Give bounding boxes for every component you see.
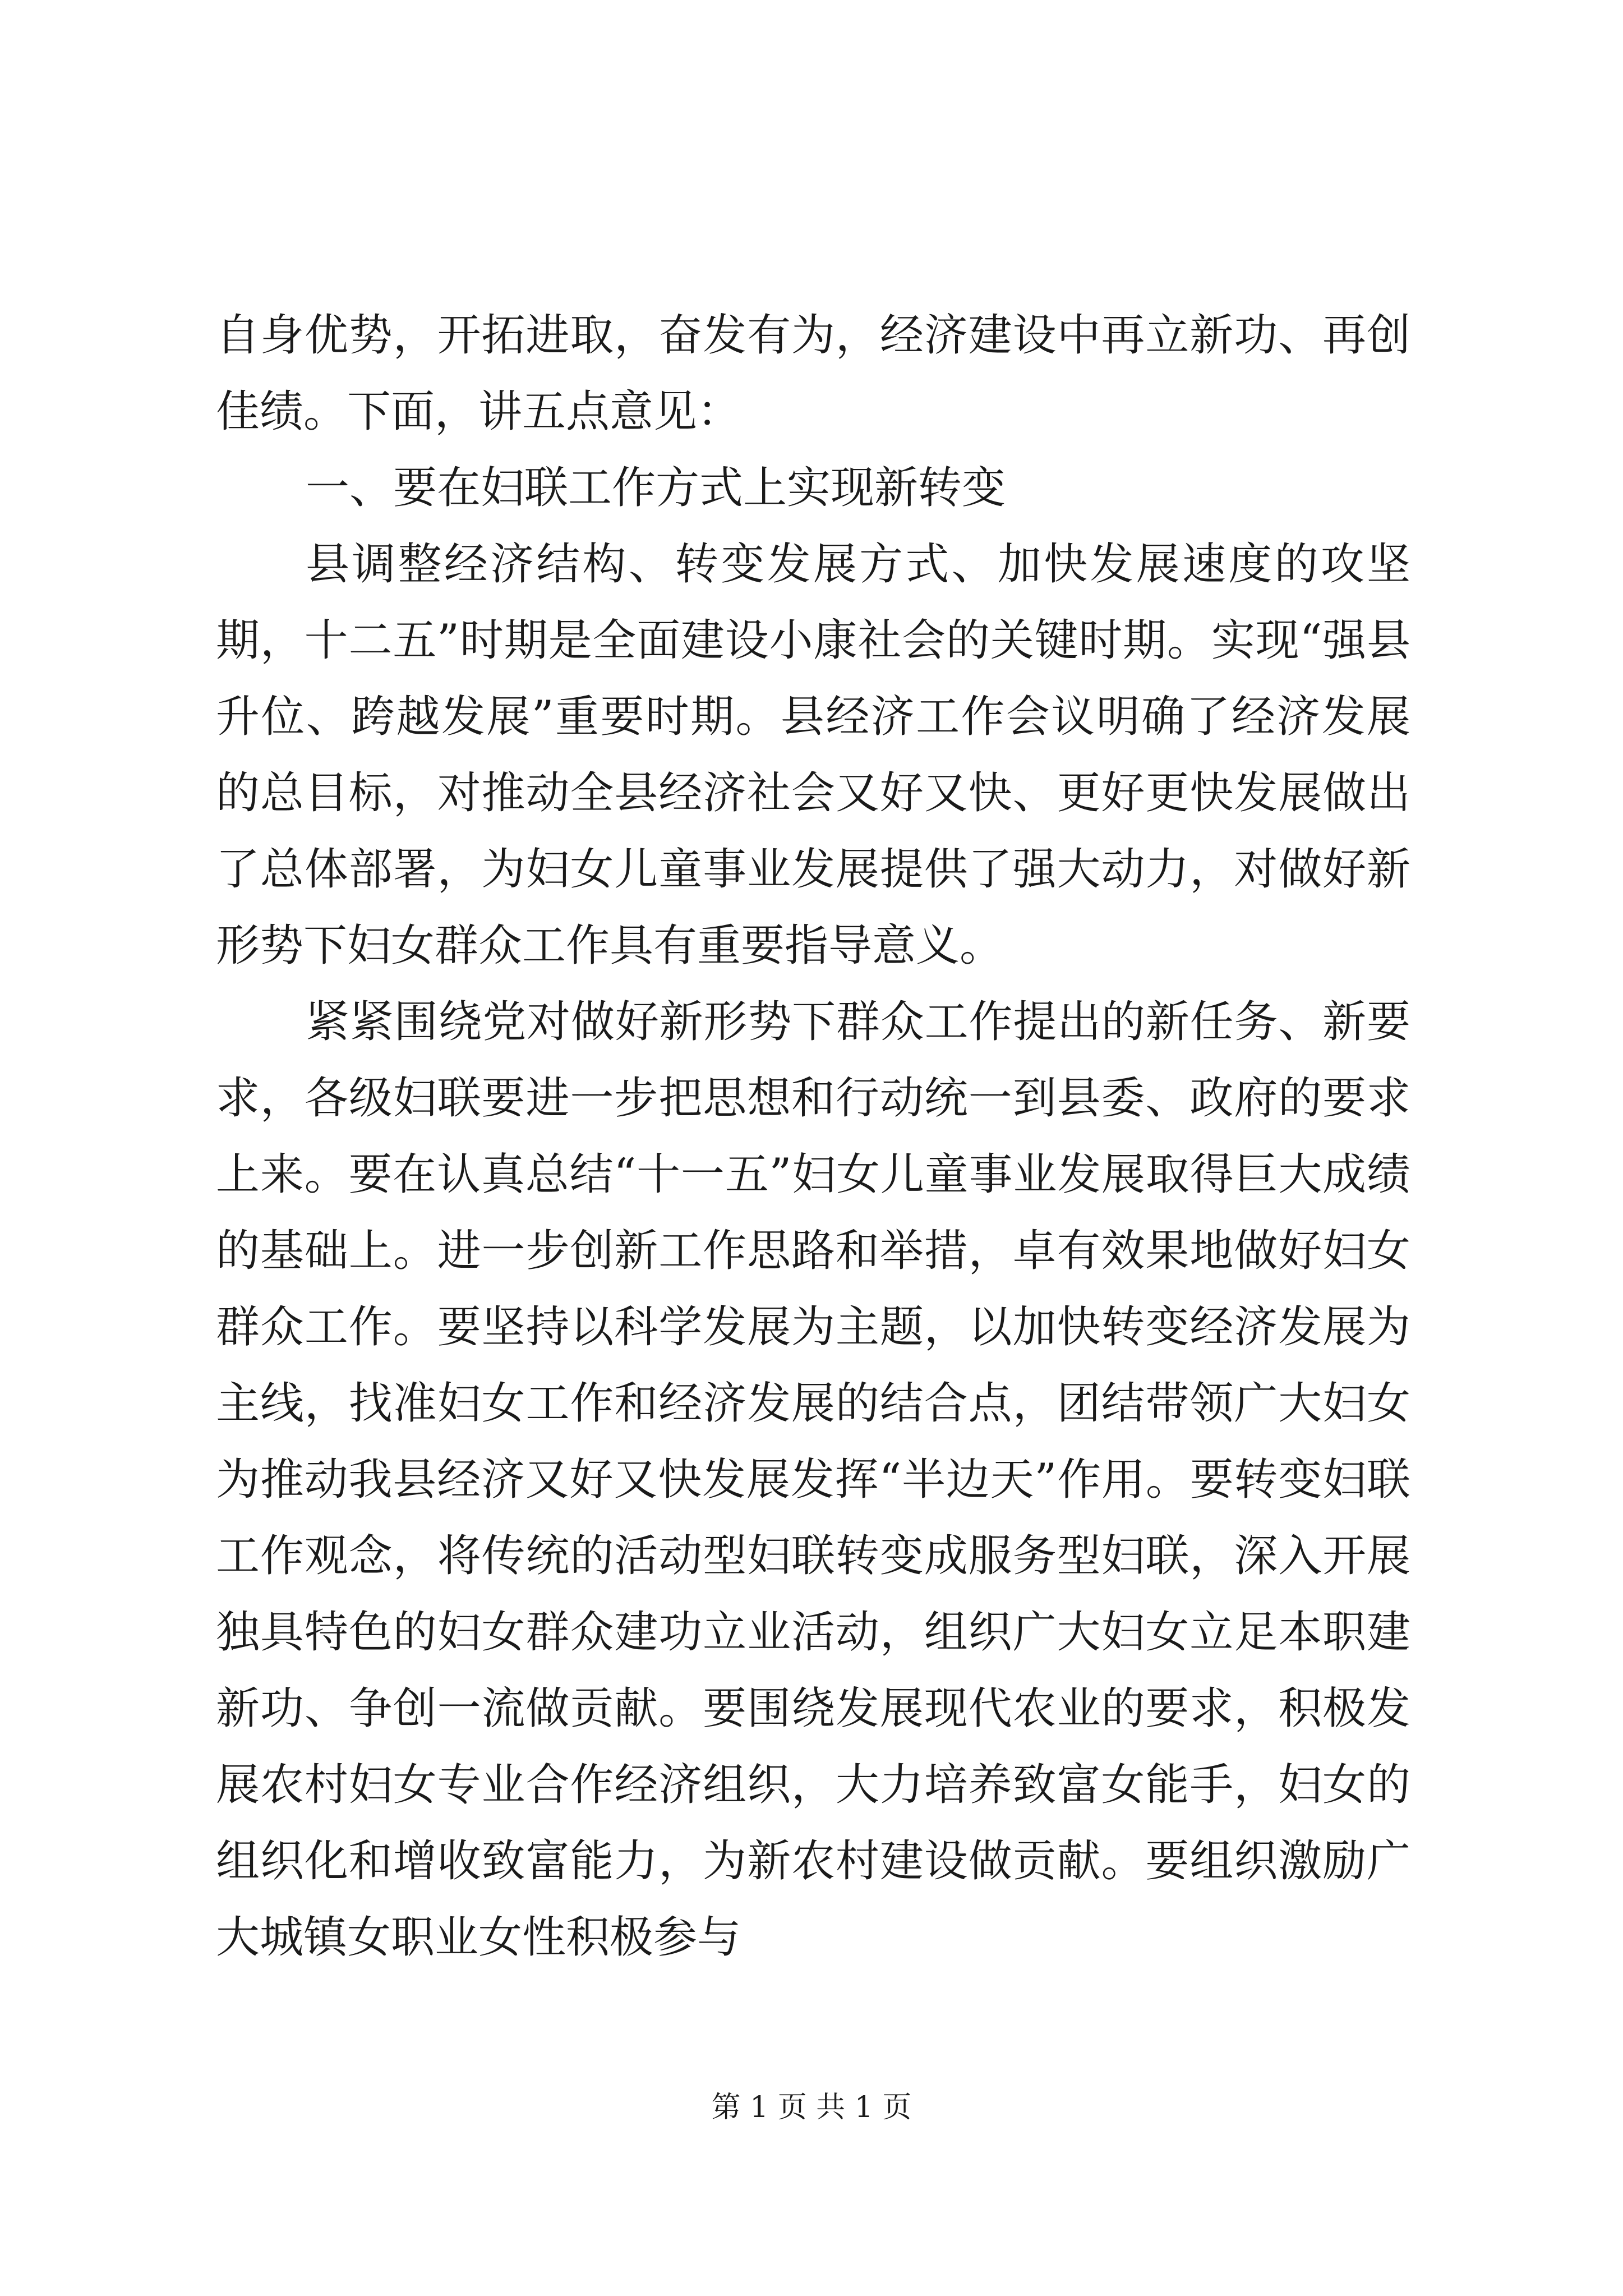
paragraph-continuation: 自身优势，开拓进取，奋发有为，经济建设中再立新功、再创佳绩。下面，讲五点意见： (216, 310, 1410, 437)
paragraph: 紧紧围绕党对做好新形势下群众工作提出的新任务、新要求，各级妇联要进一步把思想和行动统一到县委、政府的要求上来。要在认真总结“十一五”妇女儿童事业发展取得巨大成绩的基础上。进一步创新工作思路和举措，卓有效果地做好妇女群众工作。要坚持以科学发展为主题，以加快转变经济发展为主线，找准妇女工作和经济发展的结合点，团结带领广大妇女为推动我县经济又好又快发展发挥“半边天”作用。要转变妇联工作观念，将传统的活动型妇联转变成服务型妇联，深入开展独具特色的妇女群众建功立业活动，组织广大妇女立足本职建新功、争创一流做贡献。要围绕发展现代农业的要求，积极发展农村妇女专业合作经济组织，大力培养致富女能手，妇女的组织化和增收致富能力，为新农村建设做贡献。要组织激励广大城镇女职业女性积极参与 (216, 997, 1410, 1963)
section-heading: 一、要在妇联工作方式上实现新转变 (306, 463, 1006, 513)
page-number-footer: 第 1 页 共 1 页 (711, 2091, 912, 2124)
document-body (216, 297, 1410, 1976)
paragraph: 县调整经济结构、转变发展方式、加快发展速度的攻坚期，十二五”时期是全面建设小康社会的关键时期。实现“强县升位、跨越发展”重要时期。县经济工作会议明确了经济发展的总目标，对推动全县经济社会又好又快、更好更快发展做出了总体部署，为妇女儿童事业发展提供了强大动力，对做好新形势下妇女群众工作具有重要指导意义。 (216, 539, 1410, 971)
